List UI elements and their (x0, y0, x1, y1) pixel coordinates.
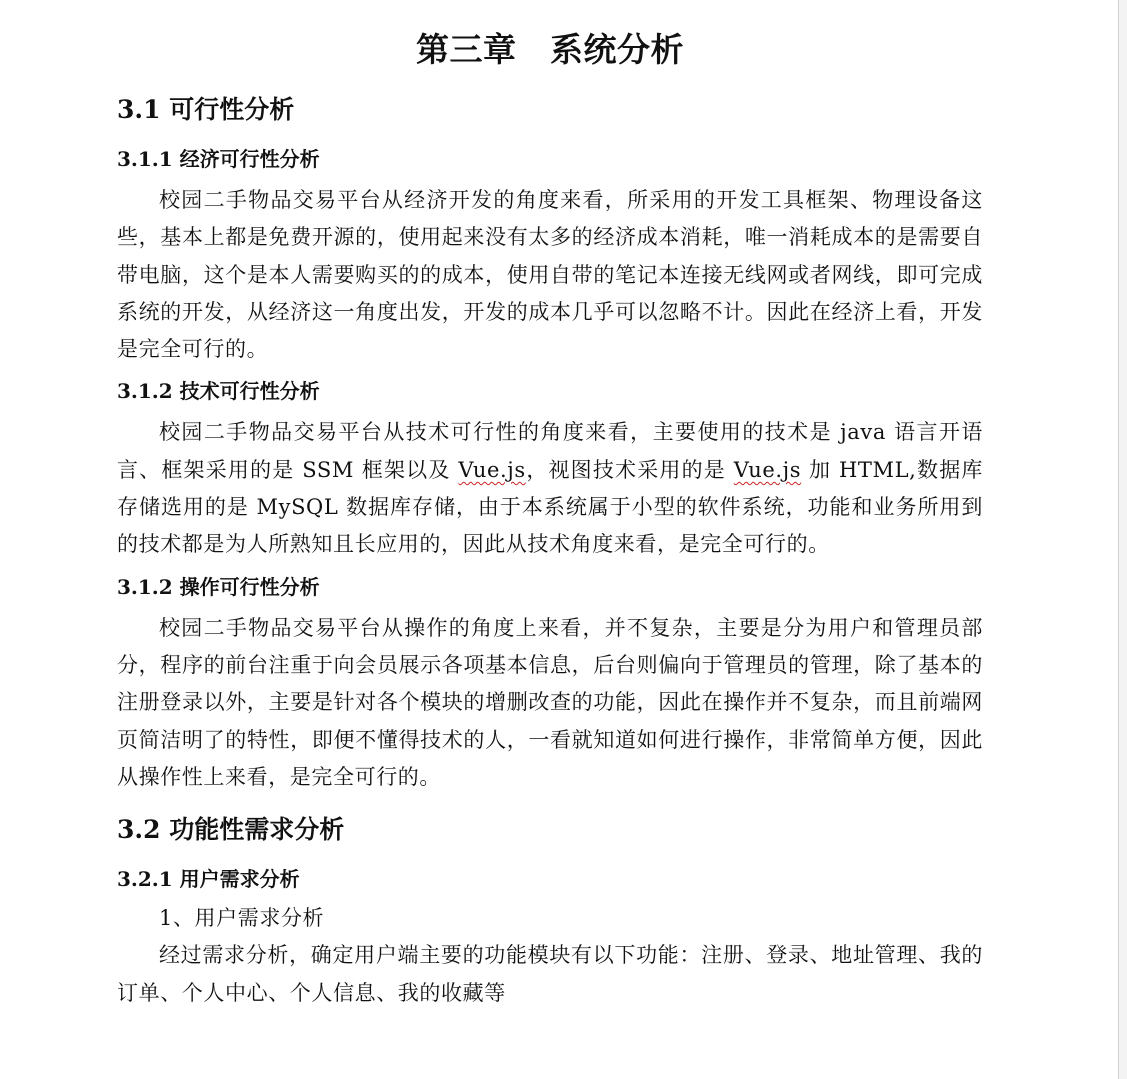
list-item-user-needs: 1、用户需求分析 (159, 906, 325, 931)
subsection-heading-operational: 3.1.2 操作可行性分析 (117, 574, 320, 599)
window-gutter (1119, 0, 1127, 1079)
paragraph-technical-part3: 加 HTML,数据库存储选用的是 MySQL 数据库存储，由于本系统属于小型的软件系统，功能和业务所用到的技术都是为人所熟知且长应用的，因此从技术角度来看，是完全可行的。 (117, 457, 983, 557)
chapter-title: 第三章 系统分析 (416, 30, 684, 69)
paragraph-user-needs: 经过需求分析，确定用户端主要的功能模块有以下功能：注册、登录、地址管理、我的订单、个人中心、个人信息、我的收藏等 (117, 943, 983, 1005)
paragraph-technical-part2: ，视图技术采用的是 (525, 457, 734, 482)
subsection-heading-technical: 3.1.2 技术可行性分析 (117, 379, 320, 404)
term-vuejs-first: Vue.js (458, 457, 526, 482)
paragraph-technical (117, 414, 983, 563)
subsection-heading-economic: 3.1.1 经济可行性分析 (117, 147, 320, 171)
section-heading-functional: 3.2 功能性需求分析 (117, 815, 345, 845)
page-content (117, 22, 983, 1012)
paragraph-economic: 校园二手物品交易平台从经济开发的角度来看，所采用的开发工具框架、物理设备这些，基本上都是免费开源的，使用起来没有太多的经济成本消耗，唯一消耗成本的是需要自带电脑，这个是本人需要购买的的成本，使用自带的笔记本连接无线网或者网线，即可完成系统的开发，从经济这一角度出发，开发的成本几乎可以忽略不计。因此在经济上看，开发是完全可行的。 (117, 188, 983, 362)
paragraph-operational: 校园二手物品交易平台从操作的角度上来看，并不复杂，主要是分为用户和管理员部分，程序的前台注重于向会员展示各项基本信息，后台则偏向于管理员的管理，除了基本的注册登录以外，主要是针对各个模块的增删改查的功能，因此在操作并不复杂，而且前端网页简洁明了的特性，即便不懂得技术的人，一看就知道如何进行操作，非常简单方便，因此从操作性上来看，是完全可行的。 (117, 615, 983, 789)
page-edge-divider (1118, 0, 1119, 1079)
term-vuejs-second: Vue.js (733, 457, 802, 482)
paragraph-technical-part1: 校园二手物品交易平台从技术可行性的角度来看，主要使用的技术是 java 语言开语言、框架采用的是 SSM 框架以及 (117, 420, 983, 482)
subsection-heading-user-needs: 3.2.1 用户需求分析 (117, 867, 300, 892)
section-heading-feasibility: 3.1 可行性分析 (117, 95, 295, 124)
